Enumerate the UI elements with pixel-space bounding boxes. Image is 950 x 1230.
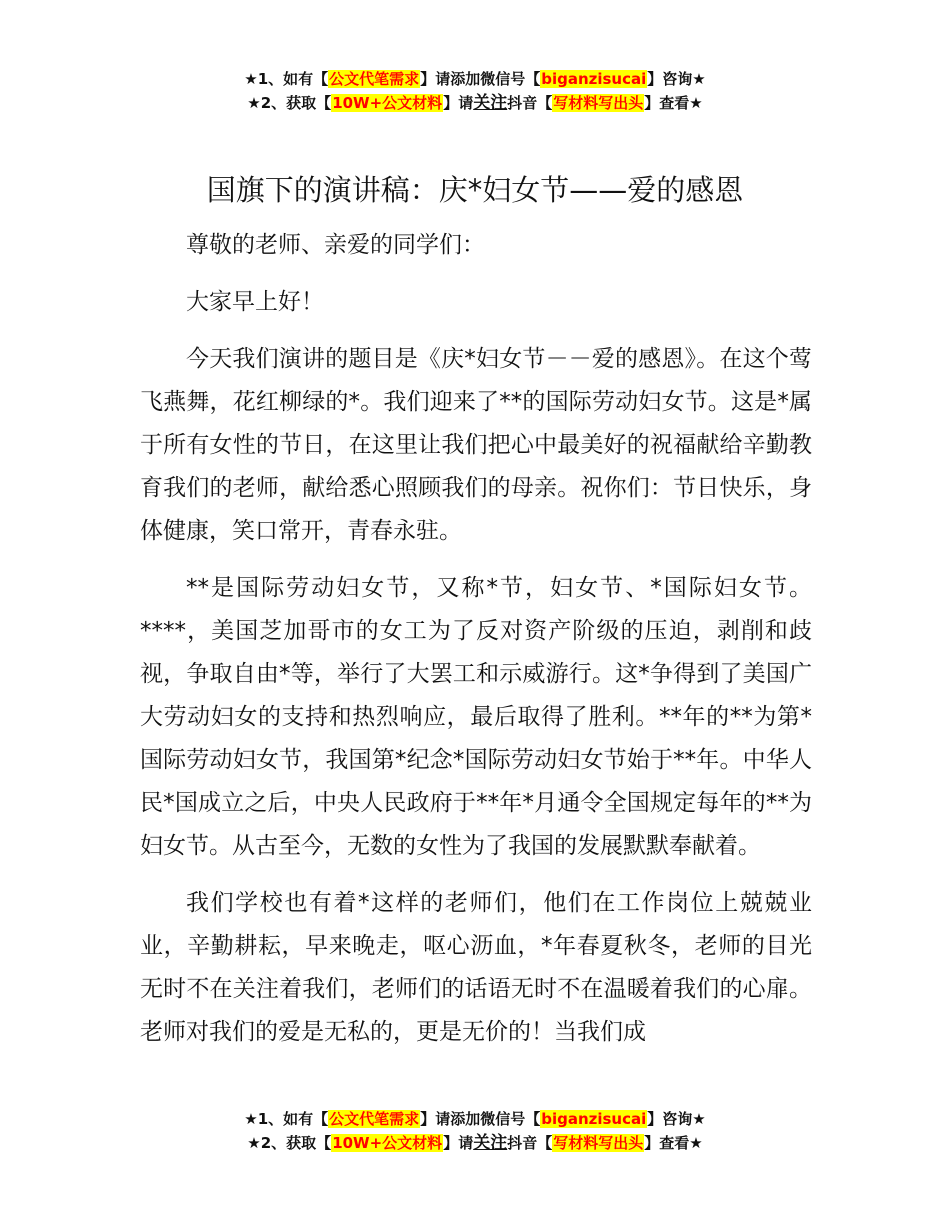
- douyin-account-highlight: 写材料写出头: [553, 94, 644, 112]
- footer-banner-line-2: [0, 1131, 950, 1155]
- materials-highlight: 10W+公文材料: [332, 94, 443, 112]
- document-body: [140, 224, 812, 1054]
- paragraph: **是国际劳动妇女节，又称*节，妇女节、*国际妇女节。****，美国芝加哥市的女工为了反对资产阶级的压迫，剥削和歧视，争取自由*等，举行了大罢工和示威游行。这*争得到了美国广大劳动妇女的支持和热烈响应，最后取得了胜利。**年的**为第*国际劳动妇女节，我国第*纪念*国际劳动妇女节始于**年。中华人民*国成立之后，中央人民政府于**年*月通令全国规定每年的**为妇女节。从古至今，无数的女性为了我国的发展默默奉献着。: [140, 575, 812, 859]
- banner-text: ★2、获取【: [247, 94, 332, 112]
- greeting: 大家早上好！: [186, 289, 324, 315]
- douyin-account-highlight: 写材料写出头: [553, 1134, 644, 1152]
- banner-text: 】查看★: [644, 94, 703, 112]
- header-banner-line-1: [0, 67, 950, 91]
- banner-text: ★2、获取【: [247, 1134, 332, 1152]
- banner-text: ★1、如有【: [244, 70, 329, 88]
- banner-text: ★1、如有【: [244, 1110, 329, 1128]
- banner-text: 抖音【: [507, 94, 553, 112]
- follow-text: 关注: [473, 93, 508, 113]
- banner-text: 】请: [443, 94, 474, 112]
- banner-text: 】请: [443, 1134, 474, 1152]
- document-title: 国旗下的演讲稿：庆*妇女节——爱的感恩: [206, 173, 744, 207]
- ghostwriting-highlight: 公文代笔需求: [329, 1110, 420, 1128]
- paragraph: 我们学校也有着*这样的老师们，他们在工作岗位上兢兢业业，辛勤耕耘，早来晚走，呕心沥血，*年春夏秋冬，老师的目光无时不在关注着我们，老师们的话语无时不在温暖着我们的心扉。老师对我们的爱是无私的，更是无价的！当我们成: [140, 890, 812, 1045]
- header-banner-line-2: [0, 91, 950, 115]
- banner-text: 】咨询★: [647, 70, 706, 88]
- banner-text: 】请添加微信号【: [420, 1110, 541, 1128]
- footer-banner-line-1: [0, 1107, 950, 1131]
- banner-text: 】咨询★: [647, 1110, 706, 1128]
- footer-banner: [0, 1107, 950, 1155]
- follow-text: 关注: [473, 1133, 508, 1153]
- banner-text: 】查看★: [644, 1134, 703, 1152]
- header-banner: [0, 67, 950, 115]
- wechat-id-highlight: biganzisucai: [541, 70, 647, 88]
- banner-text: 抖音【: [507, 1134, 553, 1152]
- paragraph: 今天我们演讲的题目是《庆*妇女节－－爱的感恩》。在这个莺飞燕舞，花红柳绿的*。我们迎来了**的国际劳动妇女节。这是*属于所有女性的节日，在这里让我们把心中最美好的祝福献给辛勤教育我们的老师，献给悉心照顾我们的母亲。祝你们：节日快乐，身体健康，笑口常开，青春永驻。: [140, 346, 812, 544]
- wechat-id-highlight: biganzisucai: [541, 1110, 647, 1128]
- salutation: 尊敬的老师、亲爱的同学们：: [186, 232, 485, 258]
- banner-text: 】请添加微信号【: [420, 70, 541, 88]
- materials-highlight: 10W+公文材料: [332, 1134, 443, 1152]
- ghostwriting-highlight: 公文代笔需求: [329, 70, 420, 88]
